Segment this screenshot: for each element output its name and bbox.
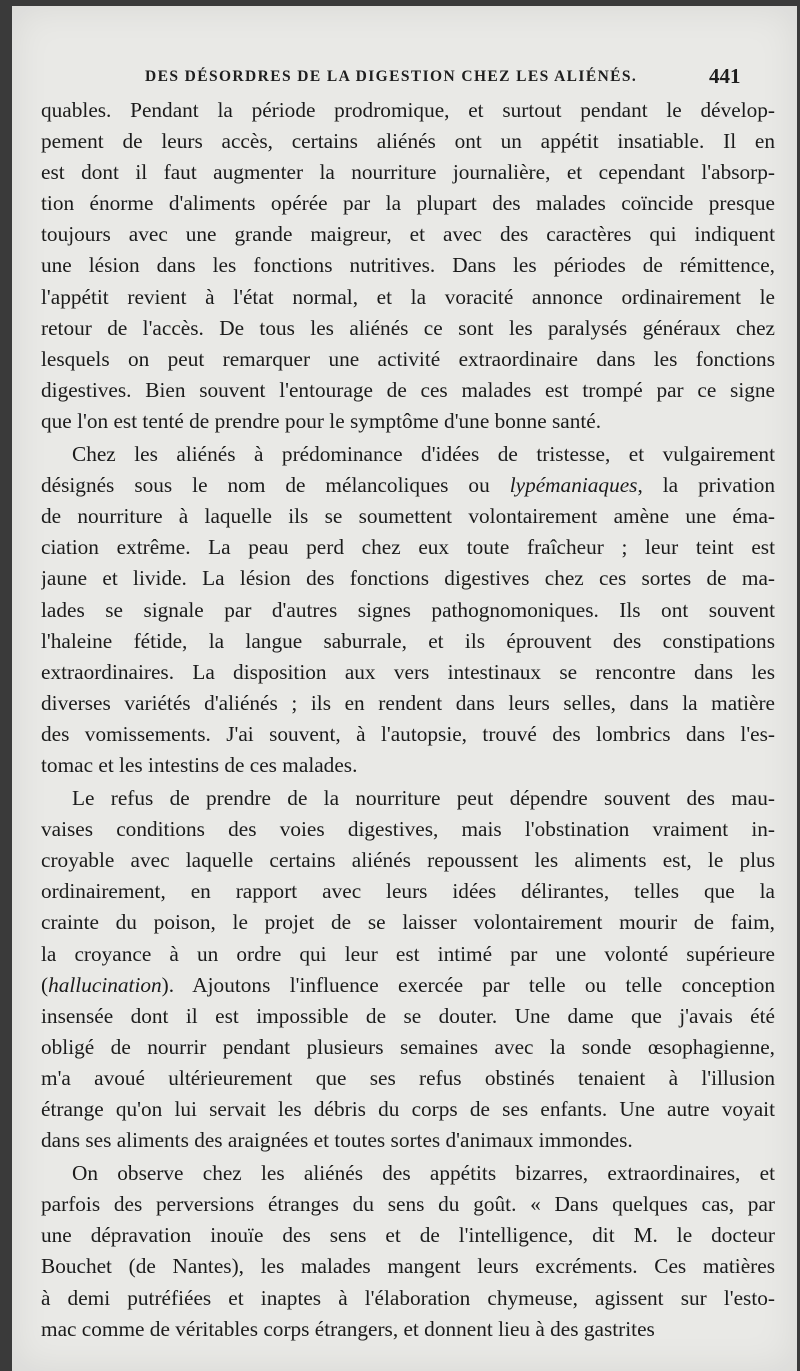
text-line [41,375,775,406]
text-line [41,907,775,938]
paragraph [41,783,775,1156]
text-line [41,1063,775,1094]
line-segment: diverses variétés d'aliénés ; ils en rendent dans leurs selles, dans la matière [41,690,775,715]
line-segment: Chez les aliénés à prédominance d'idées de tristesse, et vulgairement [72,442,775,467]
text-line [41,470,775,501]
text-line [41,657,775,688]
running-head: DES DÉSORDRES DE LA DIGESTION CHEZ LES ALIÉNÉS. [145,68,638,85]
text-line [41,1189,775,1220]
text-line [41,188,775,219]
text-line [41,970,775,1001]
line-segment: l'haleine fétide, la langue saburrale, et ils éprouvent des constipations [41,628,775,653]
text-line [41,250,775,281]
text-line [41,532,775,563]
text-line [41,95,775,126]
line-segment: m'a avoué ultérieurement que ses refus obstinés tenaient à l'illusion [41,1065,775,1090]
line-segment: de nourriture à laquelle ils se soumettent volontairement amène une éma- [41,504,775,529]
text-line [41,595,775,626]
line-segment: la croyance à un ordre qui leur est intimé par une volonté supérieure [41,941,775,966]
text-line [41,157,775,188]
line-segment: Le refus de prendre de la nourriture peut dépendre souvent des mau- [72,786,775,811]
line-segment: mac comme de véritables corps étrangers, et donnent lieu à des gastrites [41,1316,655,1341]
line-segment: Bouchet (de Nantes), les malades mangent leurs excréments. Ces matières [41,1254,775,1279]
text-line [41,439,775,470]
line-segment: , la privation [637,473,775,498]
line-segment: ( [41,972,49,997]
line-segment: une lésion dans les fonctions nutritives. Dans les périodes de rémittence, [41,253,775,278]
text-line [41,344,775,375]
text-line [41,282,775,313]
line-segment: des vomissements. J'ai souvent, à l'autopsie, trouvé des lombrics dans l'es- [41,721,775,746]
line-segment: lesquels on peut remarquer une activité extraordinaire dans les fonctions [41,346,775,371]
text-line [41,876,775,907]
line-segment: est dont il faut augmenter la nourriture journalière, et cependant l'absorp- [41,160,775,185]
text-line [41,1251,775,1282]
text-line [41,1001,775,1032]
line-segment: toujours avec une grande maigreur, et avec des caractères qui indiquent [41,222,775,247]
page-number: 441 [709,64,741,88]
text-line [41,1032,775,1063]
text-line [41,1314,775,1345]
italic-term: hallucination [48,972,162,997]
text-line [41,1220,775,1251]
text-line [41,750,775,781]
line-segment: à demi putréfiées et inaptes à l'élaboration chymeuse, agissent sur l'esto- [41,1285,775,1310]
line-segment: obligé de nourrir pendant plusieurs semaines avec la sonde œsophagienne, [41,1034,775,1059]
text-line [41,783,775,814]
line-segment: extraordinaires. La disposition aux vers intestinaux se rencontre dans les [41,659,775,684]
line-segment: une dépravation inouïe des sens et de l'intelligence, dit M. le docteur [41,1223,775,1248]
text-line [41,1125,775,1156]
text-line [41,126,775,157]
text-line [41,1094,775,1125]
line-segment: lades se signale par d'autres signes pathognomoniques. Ils ont souvent [41,597,775,622]
line-segment: retour de l'accès. De tous les aliénés ce sont les paralysés généraux chez [41,315,775,340]
line-segment: tomac et les intestins de ces malades. [41,752,358,777]
paragraph [41,439,775,781]
body-text [41,95,775,1345]
text-line [41,219,775,250]
text-line [41,313,775,344]
line-segment: insensée dont il est impossible de se douter. Une dame que j'avais été [41,1003,775,1028]
line-segment: On observe chez les aliénés des appétits bizarres, extraordinaires, et [72,1161,775,1186]
line-segment: ciation extrême. La peau perd chez eux toute fraîcheur ; leur teint est [41,535,775,560]
line-segment: l'appétit revient à l'état normal, et la voracité annonce ordinairement le [41,284,775,309]
text-line [41,719,775,750]
line-segment: vaises conditions des voies digestives, mais l'obstination vraiment in- [41,817,775,842]
text-line [41,501,775,532]
text-line [41,1283,775,1314]
line-segment: crainte du poison, le projet de se laisser volontairement mourir de faim, [41,910,775,935]
line-segment: jaune et livide. La lésion des fonctions digestives chez ces sortes de ma- [41,566,775,591]
text-line [41,1158,775,1189]
text-line [41,939,775,970]
text-line [41,626,775,657]
line-segment: digestives. Bien souvent l'entourage de ces malades est trompé par ce signe [41,377,775,402]
line-segment: pement de leurs accès, certains aliénés ont un appétit insatiable. Il en [41,129,775,154]
book-page [12,6,797,1371]
line-segment: croyable avec laquelle certains aliénés repoussent les aliments est, le plus [41,848,775,873]
text-line [41,814,775,845]
line-segment: ). Ajoutons l'influence exercée par telle ou telle conception [161,972,775,997]
text-line [41,406,775,437]
line-segment: tion énorme d'aliments opérée par la plupart des malades coïncide presque [41,191,775,216]
line-segment: étrange qu'on lui servait les débris du corps de ses enfants. Une autre voyait [41,1097,775,1121]
line-segment: parfois des perversions étranges du sens du goût. « Dans quelques cas, par [41,1192,775,1217]
italic-term: lypémaniaques [509,473,638,498]
line-segment: quables. Pendant la période prodromique, et surtout pendant le dévelop- [41,98,775,122]
line-segment: désignés sous le nom de mélancoliques ou [41,473,510,498]
line-segment: que l'on est tenté de prendre pour le symptôme d'une bonne santé. [41,408,602,433]
text-line [41,563,775,594]
line-segment: ordinairement, en rapport avec leurs idées délirantes, telles que la [41,879,775,904]
line-segment: dans ses aliments des araignées et toutes sortes d'animaux immondes. [41,1128,633,1153]
paragraph [41,1158,775,1345]
page-header [12,64,797,94]
text-line [41,845,775,876]
text-line [41,688,775,719]
paragraph [41,95,775,437]
